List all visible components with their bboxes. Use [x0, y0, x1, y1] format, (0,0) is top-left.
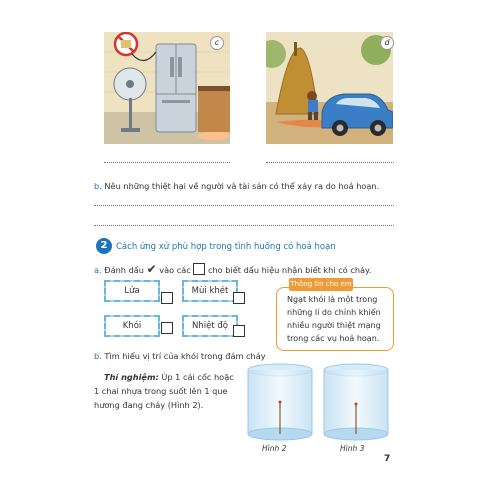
- check-mark-icon: ✔: [146, 262, 157, 276]
- checkbox-khoi[interactable]: [161, 322, 173, 334]
- checkbox-mui-khet[interactable]: [233, 292, 245, 304]
- option-khoi: Khói: [104, 315, 160, 337]
- question-a-text-before: Đánh dấu: [104, 265, 144, 275]
- answer-line-c[interactable]: [104, 162, 230, 163]
- info-box-tag: Thông tin cho em: [289, 278, 353, 291]
- answer-line-d[interactable]: [266, 162, 394, 163]
- option-nhiet-do: Nhiệt độ: [182, 315, 238, 337]
- illustration-kitchen: [104, 32, 230, 144]
- question-b2: [94, 351, 266, 361]
- section-2-title: Cách ứng xử phù hợp trong tình huống có hoả hoạn: [116, 242, 336, 252]
- experiment-text-1: Úp 1 cái cốc hoặc: [161, 372, 234, 382]
- question-a-label: a.: [94, 265, 102, 275]
- info-line-3: nhiều người thiệt mạng: [287, 321, 381, 330]
- answer-line-b-2[interactable]: [94, 225, 394, 226]
- option-lua: Lửa: [104, 280, 160, 302]
- figure-3-jar: [320, 362, 392, 442]
- checkbox-nhiet-do[interactable]: [233, 325, 245, 337]
- illustration-car-haystack: [266, 32, 393, 144]
- option-mui-khet: Mùi khét: [182, 280, 238, 302]
- question-b: [94, 181, 379, 191]
- question-b-label: b.: [94, 181, 102, 191]
- question-a: [94, 262, 371, 276]
- section-2-number: 2: [96, 238, 112, 254]
- picture-c-badge: c: [210, 36, 224, 50]
- info-line-2: những lí do chính khiến: [287, 308, 381, 317]
- page-number: 7: [384, 454, 391, 464]
- info-line-1: Ngạt khói là một trong: [287, 295, 378, 304]
- experiment-label: Thí nghiệm:: [104, 372, 159, 382]
- figure-2-label: Hình 2: [262, 444, 287, 453]
- question-a-text-middle: vào các: [159, 265, 191, 275]
- figure-3-label: Hình 3: [340, 444, 365, 453]
- question-b2-text: Tìm hiểu vị trí của khói trong đám cháy: [104, 351, 266, 361]
- figure-2-jar: [244, 362, 316, 442]
- experiment-line-2: 1 chai nhựa trong suốt lên 1 que: [94, 386, 228, 396]
- experiment-line-1: [104, 372, 234, 382]
- question-a-text-after: cho biết dấu hiệu nhận biết khi có cháy.: [207, 265, 372, 275]
- picture-d-badge: d: [380, 36, 394, 50]
- question-b-text: Nêu những thiệt hại về người và tài sản có thể xảy ra do hoả hoạn.: [104, 181, 380, 191]
- experiment-line-3: hương đang cháy (Hình 2).: [94, 400, 204, 410]
- empty-box-icon: [193, 263, 205, 275]
- answer-line-b-1[interactable]: [94, 205, 394, 206]
- question-b2-label: b.: [94, 351, 102, 361]
- info-line-4: trong các vụ hoả hoạn.: [287, 334, 380, 343]
- checkbox-lua[interactable]: [161, 292, 173, 304]
